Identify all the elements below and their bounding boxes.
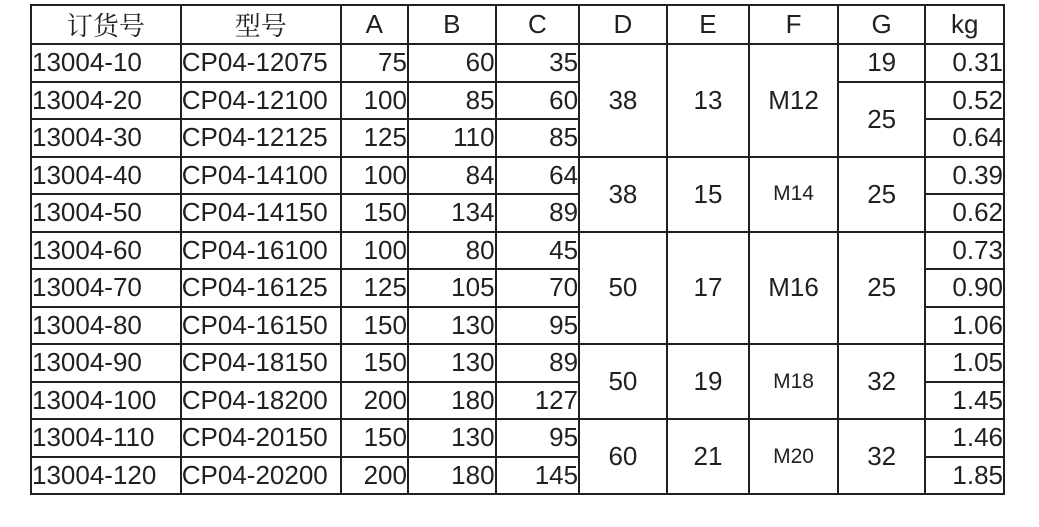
table-row: [31, 82, 1004, 120]
header-kg: kg: [925, 5, 1004, 44]
b-cell: 85: [408, 82, 496, 120]
b-cell: 84: [408, 157, 496, 195]
c-cell: 89: [496, 194, 580, 232]
spec-table: [30, 4, 1005, 495]
weight-cell: 1.05: [925, 344, 1004, 382]
table-row: [31, 344, 1004, 382]
a-cell: 200: [341, 457, 408, 495]
weight-cell: 0.31: [925, 44, 1004, 82]
e-cell: 21: [667, 419, 750, 494]
model-cell: CP04-14150: [181, 194, 341, 232]
weight-cell: 1.46: [925, 419, 1004, 457]
b-cell: 110: [408, 119, 496, 157]
header-e: E: [667, 5, 750, 44]
header-b: B: [408, 5, 496, 44]
order-number-cell: 13004-100: [31, 382, 181, 420]
b-cell: 130: [408, 419, 496, 457]
g-cell: 25: [838, 82, 926, 157]
model-cell: CP04-20200: [181, 457, 341, 495]
a-cell: 125: [341, 119, 408, 157]
model-cell: CP04-16100: [181, 232, 341, 270]
e-cell: 19: [667, 344, 750, 419]
weight-cell: 0.73: [925, 232, 1004, 270]
order-number-cell: 13004-30: [31, 119, 181, 157]
weight-cell: 0.39: [925, 157, 1004, 195]
g-cell: 32: [838, 344, 926, 419]
e-cell: 13: [667, 44, 750, 157]
c-cell: 64: [496, 157, 580, 195]
a-cell: 100: [341, 82, 408, 120]
header-a: A: [341, 5, 408, 44]
weight-cell: 1.06: [925, 307, 1004, 345]
order-number-cell: 13004-40: [31, 157, 181, 195]
b-cell: 80: [408, 232, 496, 270]
table-row: [31, 157, 1004, 195]
model-cell: CP04-16125: [181, 269, 341, 307]
header-c: C: [496, 5, 580, 44]
weight-cell: 0.62: [925, 194, 1004, 232]
d-cell: 60: [579, 419, 667, 494]
c-cell: 85: [496, 119, 580, 157]
header-order: 订货号: [31, 5, 181, 44]
g-cell: 32: [838, 419, 926, 494]
f-cell: M14: [749, 157, 838, 232]
c-cell: 35: [496, 44, 580, 82]
c-cell: 89: [496, 344, 580, 382]
weight-cell: 1.45: [925, 382, 1004, 420]
e-cell: 15: [667, 157, 750, 232]
order-number-cell: 13004-70: [31, 269, 181, 307]
weight-cell: 0.64: [925, 119, 1004, 157]
c-cell: 60: [496, 82, 580, 120]
header-g: G: [838, 5, 926, 44]
c-cell: 45: [496, 232, 580, 270]
header-f: F: [749, 5, 838, 44]
a-cell: 75: [341, 44, 408, 82]
d-cell: 50: [579, 344, 667, 419]
order-number-cell: 13004-90: [31, 344, 181, 382]
f-cell: M18: [749, 344, 838, 419]
order-number-cell: 13004-50: [31, 194, 181, 232]
model-cell: CP04-18200: [181, 382, 341, 420]
weight-cell: 1.85: [925, 457, 1004, 495]
table-row: [31, 232, 1004, 270]
b-cell: 60: [408, 44, 496, 82]
header-row: [31, 5, 1004, 44]
g-cell: 25: [838, 232, 926, 345]
order-number-cell: 13004-80: [31, 307, 181, 345]
order-number-cell: 13004-120: [31, 457, 181, 495]
order-number-cell: 13004-60: [31, 232, 181, 270]
table-row: [31, 419, 1004, 457]
weight-cell: 0.90: [925, 269, 1004, 307]
b-cell: 134: [408, 194, 496, 232]
order-number-cell: 13004-10: [31, 44, 181, 82]
model-cell: CP04-12075: [181, 44, 341, 82]
e-cell: 17: [667, 232, 750, 345]
model-cell: CP04-16150: [181, 307, 341, 345]
d-cell: 38: [579, 44, 667, 157]
model-cell: CP04-14100: [181, 157, 341, 195]
weight-cell: 0.52: [925, 82, 1004, 120]
d-cell: 50: [579, 232, 667, 345]
b-cell: 130: [408, 307, 496, 345]
a-cell: 200: [341, 382, 408, 420]
a-cell: 100: [341, 157, 408, 195]
d-cell: 38: [579, 157, 667, 232]
table-row: [31, 44, 1004, 82]
b-cell: 105: [408, 269, 496, 307]
a-cell: 100: [341, 232, 408, 270]
a-cell: 150: [341, 344, 408, 382]
f-cell: M12: [749, 44, 838, 157]
a-cell: 150: [341, 194, 408, 232]
c-cell: 127: [496, 382, 580, 420]
c-cell: 95: [496, 419, 580, 457]
a-cell: 150: [341, 419, 408, 457]
model-cell: CP04-12125: [181, 119, 341, 157]
c-cell: 70: [496, 269, 580, 307]
f-cell: M16: [749, 232, 838, 345]
b-cell: 180: [408, 382, 496, 420]
g-cell: 25: [838, 157, 926, 232]
c-cell: 145: [496, 457, 580, 495]
header-d: D: [579, 5, 667, 44]
model-cell: CP04-20150: [181, 419, 341, 457]
order-number-cell: 13004-20: [31, 82, 181, 120]
b-cell: 130: [408, 344, 496, 382]
f-cell: M20: [749, 419, 838, 494]
a-cell: 150: [341, 307, 408, 345]
c-cell: 95: [496, 307, 580, 345]
b-cell: 180: [408, 457, 496, 495]
header-model: 型号: [181, 5, 341, 44]
a-cell: 125: [341, 269, 408, 307]
model-cell: CP04-18150: [181, 344, 341, 382]
order-number-cell: 13004-110: [31, 419, 181, 457]
g-cell: 19: [838, 44, 926, 82]
model-cell: CP04-12100: [181, 82, 341, 120]
